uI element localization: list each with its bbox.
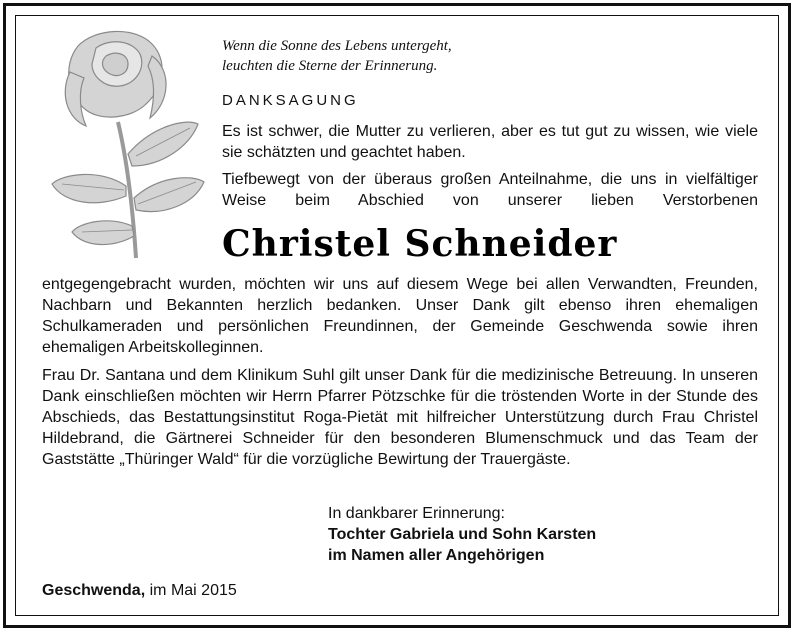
signature-block — [328, 503, 596, 566]
motto — [222, 36, 452, 76]
paragraph-anteilnahme: Tiefbewegt von der überaus großen Anteilnahme, die uns in vielfältiger Weise beim Abschied von unserer lieben Verstorbenen — [222, 171, 758, 209]
signature-line-1: Tochter Gabriela und Sohn Karsten — [328, 526, 597, 543]
deceased-name: Christel Schneider — [222, 223, 618, 265]
heading-danksagung: DANKSAGUNG — [222, 92, 359, 109]
paragraph-mother: Es ist schwer, die Mutter zu verlieren, aber es tut gut zu wissen, wie viele sie schätzten und geachtet haben. — [222, 123, 758, 161]
date: im Mai 2015 — [149, 582, 237, 599]
rose-icon — [40, 26, 210, 261]
place-date — [42, 580, 237, 601]
motto-line-2: leuchten die Sterne der Erinnerung. — [222, 58, 438, 74]
paragraph-medical-thanks: Frau Dr. Santana und dem Klinikum Suhl gilt unser Dank für die medizinische Betreuung. In unseren Dank einschließen möchten wir Herrn Pfarrer Pötzschke für die tröstenden Worte in der Stunde des Abschieds, das Bestattungsinstitut Roga-Pietät mit hilfreicher Unterstützung durch Frau Christel Hildebrand, die Gärtnerei Schneider für den besonderen Blumenschmuck und das Team der Gaststätte „Thüringer Wald“ für die vorzügliche Bewirtung der Trauergäste. — [42, 367, 758, 468]
signature-intro: In dankbarer Erinnerung: — [328, 505, 505, 522]
motto-line-1: Wenn die Sonne des Lebens untergeht, — [222, 38, 452, 54]
paragraph-thanks: entgegengebracht wurden, möchten wir uns auf diesem Wege bei allen Verwandten, Freunden, Nachbarn und Bekannten herzlich bedanken. Unser Dank gilt ebenso ihren ehemaligen Schulkameraden und persönlichen Freundinnen, der Gemeinde Geschwenda sowie ihren ehemaligen Arbeitskolleginnen. — [42, 276, 758, 356]
signature-line-2: im Namen aller Angehörigen — [328, 547, 545, 564]
place-name: Geschwenda, — [42, 582, 146, 599]
